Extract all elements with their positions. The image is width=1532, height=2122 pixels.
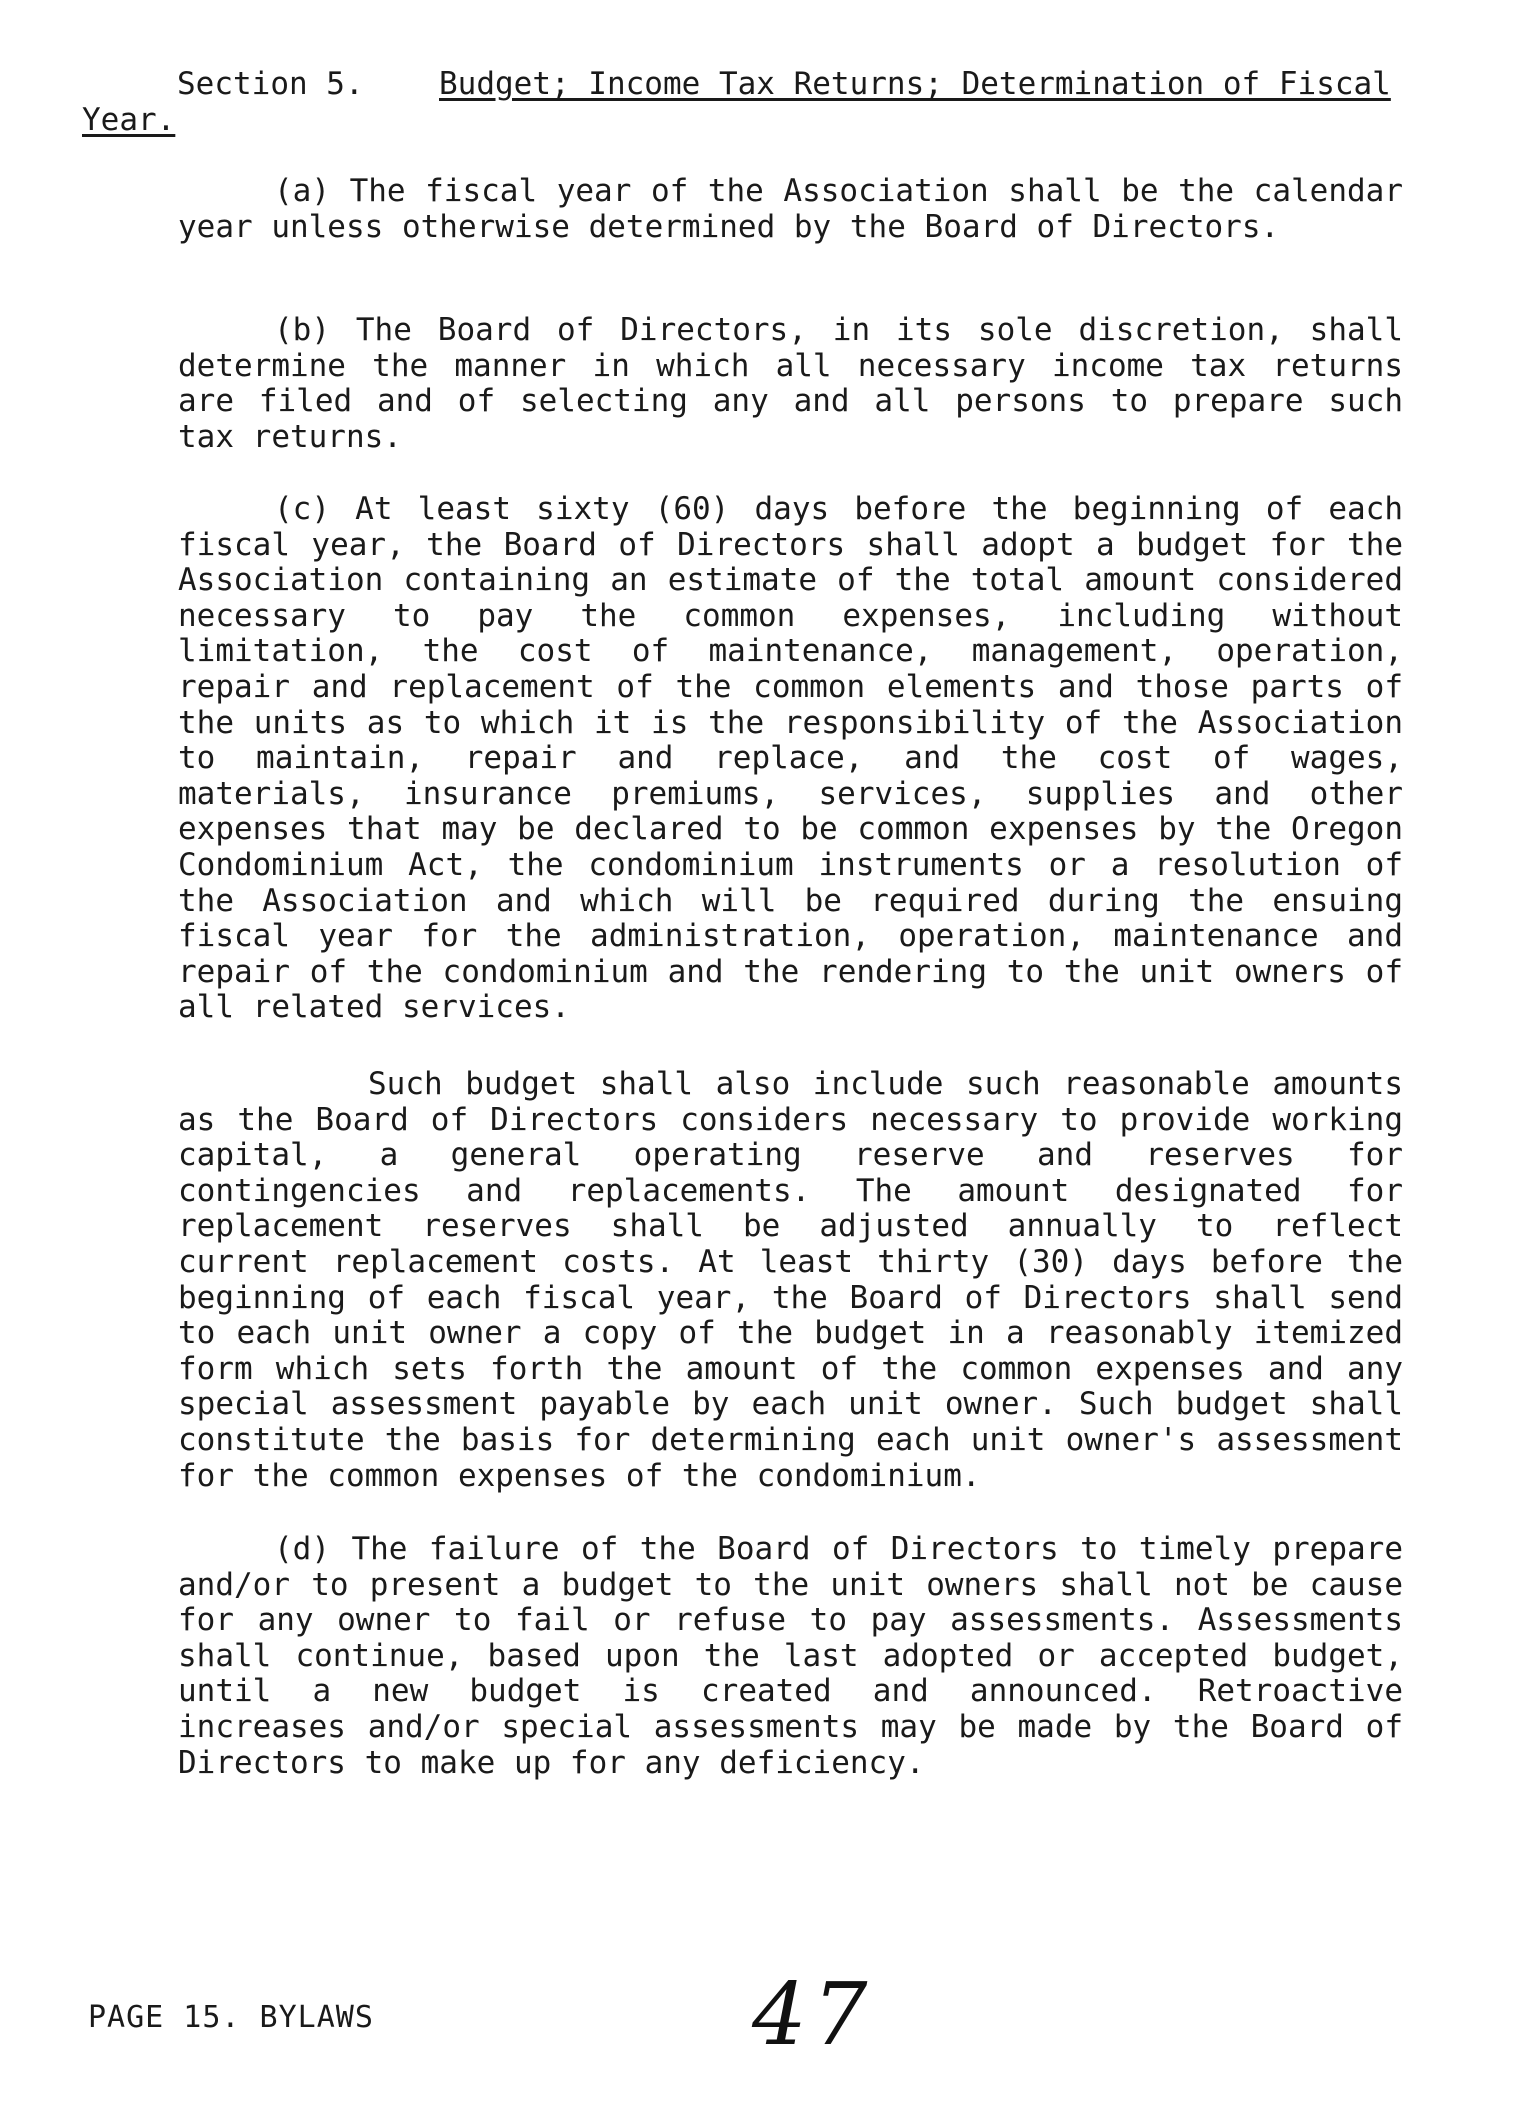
paragraph-c-continued-text: Such budget shall also include such reasonable amounts as the Board of Directors considers necessary to provide working capital, a general operating reserve and reserves for contingencies and replacements. The amount designated for replacement reserves shall be adjusted annually to reflect current replacement costs. At least thirty (30) days before the beginning of each fiscal year, the Board of Directors shall send to each unit owner a copy of the budget in a reasonably itemized form which sets forth the amount of the common expenses and any special assessment payable by each unit owner. Such budget shall constitute the basis for determining each unit owner's assessment for the common expenses of the condominium. xyxy=(178,1066,1403,1494)
paragraph-c-text: (c) At least sixty (60) days before the beginning of each fiscal year, the Board of Directors shall adopt a budget for the Association containing an estimate of the total amount considered necessary to pay the common expenses, including without limitation, the cost of maintenance, management, operation, repair and replacement of the common elements and those parts of the units as to which it is the responsibility of the Association to maintain, repair and replace, and the cost of wages, materials, insurance premiums, services, supplies and other expenses that may be declared to be common expenses by the Oregon Condominium Act, the condominium instruments or a resolution of the Association and which will be required during the ensuing fiscal year for the administration, operation, maintenance and repair of the condominium and the rendering to the unit owners of all related services. xyxy=(178,491,1403,1026)
paragraph-a xyxy=(178,174,1403,245)
paragraph-c-continued xyxy=(178,1067,1403,1494)
paragraph-b-text: (b) The Board of Directors, in its sole discretion, shall determine the manner in which all necessary income tax returns are filed and of selecting any and all persons to prepare such tax returns. xyxy=(178,312,1403,455)
paragraph-c xyxy=(178,492,1403,1026)
section-title-continued: Year. xyxy=(82,102,176,138)
section-title: Budget; Income Tax Returns; Determination of Fiscal xyxy=(439,66,1391,102)
paragraph-a-text: (a) The fiscal year of the Association shall be the calendar year unless otherwise determined by the Board of Directors. xyxy=(178,173,1403,245)
section-heading xyxy=(82,66,1502,138)
paragraph-d-text: (d) The failure of the Board of Directors to timely prepare and/or to present a budget to the unit owners shall not be cause for any owner to fail or refuse to pay assessments. Assessments shall continue, based upon the last adopted or accepted budget, until a new budget is created and announced. Retroactive increases and/or special assessments may be made by the Board of Directors to make up for any deficiency. xyxy=(178,1531,1403,1781)
footer-page-label: PAGE 15. BYLAWS xyxy=(88,2000,374,2035)
handwritten-page-number: 47 xyxy=(752,1965,874,2065)
paragraph-d xyxy=(178,1532,1403,1781)
paragraph-b xyxy=(178,313,1403,455)
section-number: Section 5. xyxy=(177,66,364,102)
